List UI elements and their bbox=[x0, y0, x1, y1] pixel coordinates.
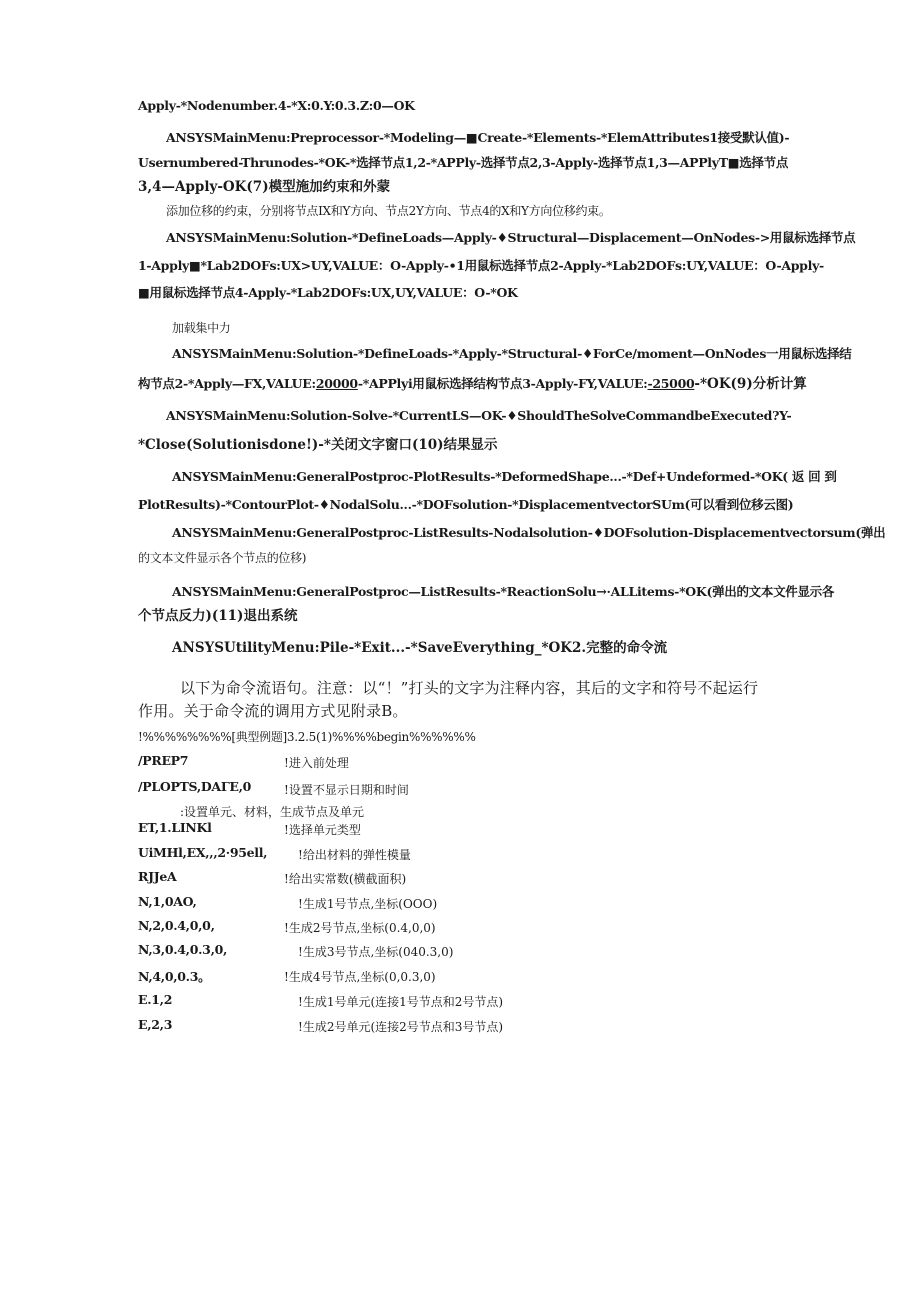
text-line: ANSYSUtilityMenu:Pile-*Exit...-*SaveEverything_*OK2.完整的命令流 bbox=[172, 640, 668, 656]
command-comment: !给出实常数(横截面积) bbox=[284, 872, 407, 886]
paragraph-line: 以下为命令流语句。注意：以“！”打头的文字为注释内容，其后的文字和符号不起运行 bbox=[180, 679, 759, 697]
text-line: ANSYSMainMenu:GeneralPostproc—ListResults-*ReactionSolu→·ALLitems-*OK(弹出的文本文件显示各 bbox=[172, 584, 835, 599]
fx-value: 20000 bbox=[315, 376, 358, 391]
text-line: ANSYSMainMenu:Solution-Solve-*CurrentLS—OK-♦ShouldTheSolveCommandbeExecuted?Y- bbox=[166, 408, 792, 423]
command-comment: !选择单元类型 bbox=[284, 823, 361, 837]
command-comment: !生成1号节点,坐标(OOO) bbox=[298, 897, 438, 911]
paragraph-line: 作用。关于命令流的调用方式见附录B。 bbox=[138, 702, 408, 720]
command: E,2,3 bbox=[138, 1017, 173, 1032]
command: UiMHl,EX,,,2·95ell, bbox=[138, 845, 268, 860]
text-line: 添加位移的约束，分别将节点IX和Y方向、节点2Y方向、节点4的X和Y方向位移约束。 bbox=[166, 204, 611, 218]
text-line: *Close(Solutionisdone!)-*关闭文字窗口(10)结果显示 bbox=[138, 437, 498, 453]
text-line: ANSYSMainMenu:Solution-*DefineLoads-*Apply-*Structural-♦ForCe/moment—OnNodes一用鼠标选择结 bbox=[172, 346, 852, 361]
command: N,1,0AO, bbox=[138, 894, 197, 909]
command: N,4,0,0.3。 bbox=[138, 969, 211, 984]
text-line: Apply-*Nodenumber.4-*X:0.Y:0.3.Z:0—OK bbox=[138, 98, 415, 113]
text-line: 1-Apply■*Lab2DOFs:UX>UY,VALUE：O-Apply-•1用鼠标选择节点2-Apply-*Lab2DOFs:UY,VALUE：O-Apply- bbox=[138, 258, 824, 273]
command-comment: :设置单元、材料，生成节点及单元 bbox=[180, 805, 365, 819]
command: ET,1.LINKl bbox=[138, 820, 212, 835]
text-line: 的文本文件显示各个节点的位移) bbox=[138, 551, 307, 565]
text-line: 3,4—Apply-OK(7)模型施加约束和外蒙 bbox=[138, 179, 391, 195]
command-comment: !生成2号节点,坐标(0.4,0,0) bbox=[284, 921, 436, 935]
command: N,2,0.4,0,0, bbox=[138, 918, 215, 933]
text-line: ■用鼠标选择节点4-Apply-*Lab2DOFs:UX,UY,VALUE：O-*OK bbox=[138, 285, 518, 300]
command-comment: !设置不显示日期和时间 bbox=[284, 783, 409, 797]
text-line: ANSYSMainMenu:Preprocessor-*Modeling—■Create-*Elements-*ElemAttributes1接受默认值)- bbox=[166, 130, 790, 145]
command-comment: !生成3号节点,坐标(040.3,0) bbox=[298, 945, 454, 959]
command-comment: !生成2号单元(连接2号节点和3号节点) bbox=[298, 1020, 504, 1034]
text-line: 加载集中力 bbox=[172, 321, 231, 335]
command-header: !%%%%%%%%[典型例题]3.2.5(1)%%%%begin%%%%%% bbox=[138, 730, 476, 744]
text-segment: -*OK(9)分析计算 bbox=[694, 376, 807, 392]
text-line: ANSYSMainMenu:Solution-*DefineLoads—Apply-♦Structural—Displacement—OnNodes->用鼠标选择节点 bbox=[166, 230, 856, 245]
command: RJJeA bbox=[138, 869, 177, 884]
text-line: Usernumbered-Thrunodes-*OK-*选择节点1,2-*APPly-选择节点2,3-Apply-选择节点1,3—APPlyT■选择节点 bbox=[138, 155, 789, 170]
command: /PREP7 bbox=[138, 753, 189, 768]
text-segment: 构节点2-*Apply—FX,VALUE: bbox=[138, 376, 316, 391]
text-line: PlotResults)-*ContourPlot-♦NodalSolu...-*DOFsolution-*DisplacementvectorSUm(可以看到位移云图) bbox=[138, 497, 794, 512]
command-comment: !生成1号单元(连接1号节点和2号节点) bbox=[298, 995, 504, 1009]
command: E.1,2 bbox=[138, 992, 173, 1007]
command-comment: !生成4号节点,坐标(0,0.3,0) bbox=[284, 970, 436, 984]
text-segment: -*APPlyi用鼠标选择结构节点3-Apply-FY,VALUE: bbox=[357, 376, 648, 391]
command-comment: !给出材料的弹性模量 bbox=[298, 848, 411, 862]
text-line: ANSYSMainMenu:GeneralPostproc-ListResults-Nodalsolution-♦DOFsolution-Displacementvectorsum(弹出 bbox=[172, 525, 886, 540]
command-comment: !进入前处理 bbox=[284, 756, 349, 770]
command: N,3,0.4,0.3,0, bbox=[138, 942, 228, 957]
command: /PLOPTS,DAΓE,0 bbox=[138, 779, 252, 794]
text-line-with-values bbox=[138, 376, 807, 392]
fy-value: -25000 bbox=[647, 376, 695, 391]
text-line: 个节点反力)(11)退出系统 bbox=[138, 608, 298, 624]
text-line: ANSYSMainMenu:GeneralPostproc-PlotResults-*DeformedShape...-*Def+Undeformed-*OK( 返 回 到 bbox=[172, 469, 837, 484]
